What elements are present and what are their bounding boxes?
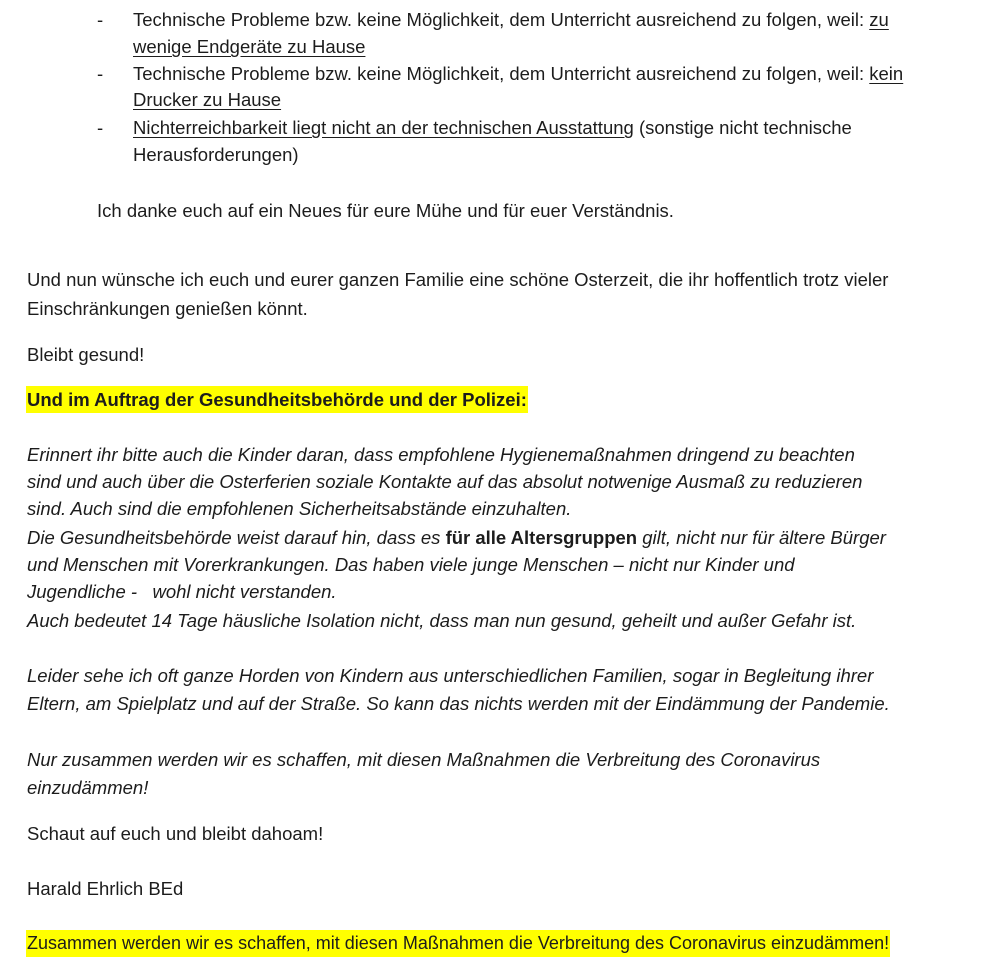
signature: Harald Ehrlich BEd bbox=[27, 878, 184, 899]
bullet-text: (sonstige nicht technische bbox=[633, 117, 852, 138]
appeal-text: Auch bedeutet 14 Tage häusliche Isolation nicht, dass man nun gesund, geheilt und außer Gefahr ist. bbox=[27, 610, 857, 631]
appeal-text: Die Gesundheitsbehörde weist darauf hin, dass es bbox=[27, 527, 446, 548]
stay-home-text: Schaut auf euch und bleibt dahoam! bbox=[27, 823, 324, 844]
bullet-text: Technische Probleme bzw. keine Möglichkeit, dem Unterricht ausreichend zu folgen, weil: bbox=[133, 63, 870, 84]
authority-heading: Und im Auftrag der Gesundheitsbehörde und der Polizei: bbox=[26, 386, 528, 413]
bullet-underlined-text: Drucker zu Hause bbox=[133, 89, 282, 110]
bullet-underlined-text: wenige Endgeräte zu Hause bbox=[133, 36, 366, 57]
hordes-text: Leider sehe ich oft ganze Horden von Kindern aus unterschiedlichen Familien, sogar in Begleitung ihrer bbox=[27, 665, 874, 686]
bullet-underlined-text: kein bbox=[869, 63, 904, 84]
bullet-dash: - bbox=[97, 63, 104, 84]
bullet-text: Technische Probleme bzw. keine Möglichkeit, dem Unterricht ausreichend zu folgen, weil: bbox=[133, 9, 870, 30]
appeal-text: gilt, nicht nur für ältere Bürger bbox=[637, 527, 886, 548]
appeal-text: sind und auch über die Osterferien soziale Kontakte auf das absolut notwenige Ausmaß zu reduzieren bbox=[27, 471, 863, 492]
bullet-underlined-text: Nichterreichbarkeit liegt nicht an der technischen Ausstattung bbox=[133, 117, 634, 138]
hordes-text: Eltern, am Spielplatz und auf der Straße. So kann das nichts werden mit der Eindämmung der Pandemie. bbox=[27, 693, 890, 714]
wishes-text: Und nun wünsche ich euch und eurer ganzen Familie eine schöne Osterzeit, die ihr hoffentlich trotz vieler bbox=[27, 269, 889, 290]
appeal-text: sind. Auch sind die empfohlenen Sicherheitsabstände einzuhalten. bbox=[27, 498, 572, 519]
together-text: Nur zusammen werden wir es schaffen, mit diesen Maßnahmen die Verbreitung des Coronavirus bbox=[27, 749, 821, 770]
appeal-text: Erinnert ihr bitte auch die Kinder daran, dass empfohlene Hygienemaßnahmen dringend zu beachten bbox=[27, 444, 855, 465]
wishes-text: Einschränkungen genießen könnt. bbox=[27, 298, 308, 319]
thanks-text: Ich danke euch auf ein Neues für eure Mühe und für euer Verständnis. bbox=[97, 200, 674, 221]
bullet-dash: - bbox=[97, 117, 104, 138]
bullet-dash: - bbox=[97, 9, 104, 30]
appeal-text: und Menschen mit Vorerkrankungen. Das haben viele junge Menschen – nicht nur Kinder und bbox=[27, 554, 795, 575]
appeal-bold-text: für alle Altersgruppen bbox=[445, 527, 638, 548]
appeal-text: Jugendliche - wohl nicht verstanden. bbox=[27, 581, 337, 602]
stay-healthy-text: Bleibt gesund! bbox=[27, 344, 145, 365]
together-text: einzudämmen! bbox=[27, 777, 149, 798]
bullet-text: Herausforderungen) bbox=[133, 144, 299, 165]
bullet-underlined-text: zu bbox=[869, 9, 889, 30]
closing-highlight: Zusammen werden wir es schaffen, mit diesen Maßnahmen die Verbreitung des Coronavirus einzudämmen! bbox=[26, 930, 890, 957]
